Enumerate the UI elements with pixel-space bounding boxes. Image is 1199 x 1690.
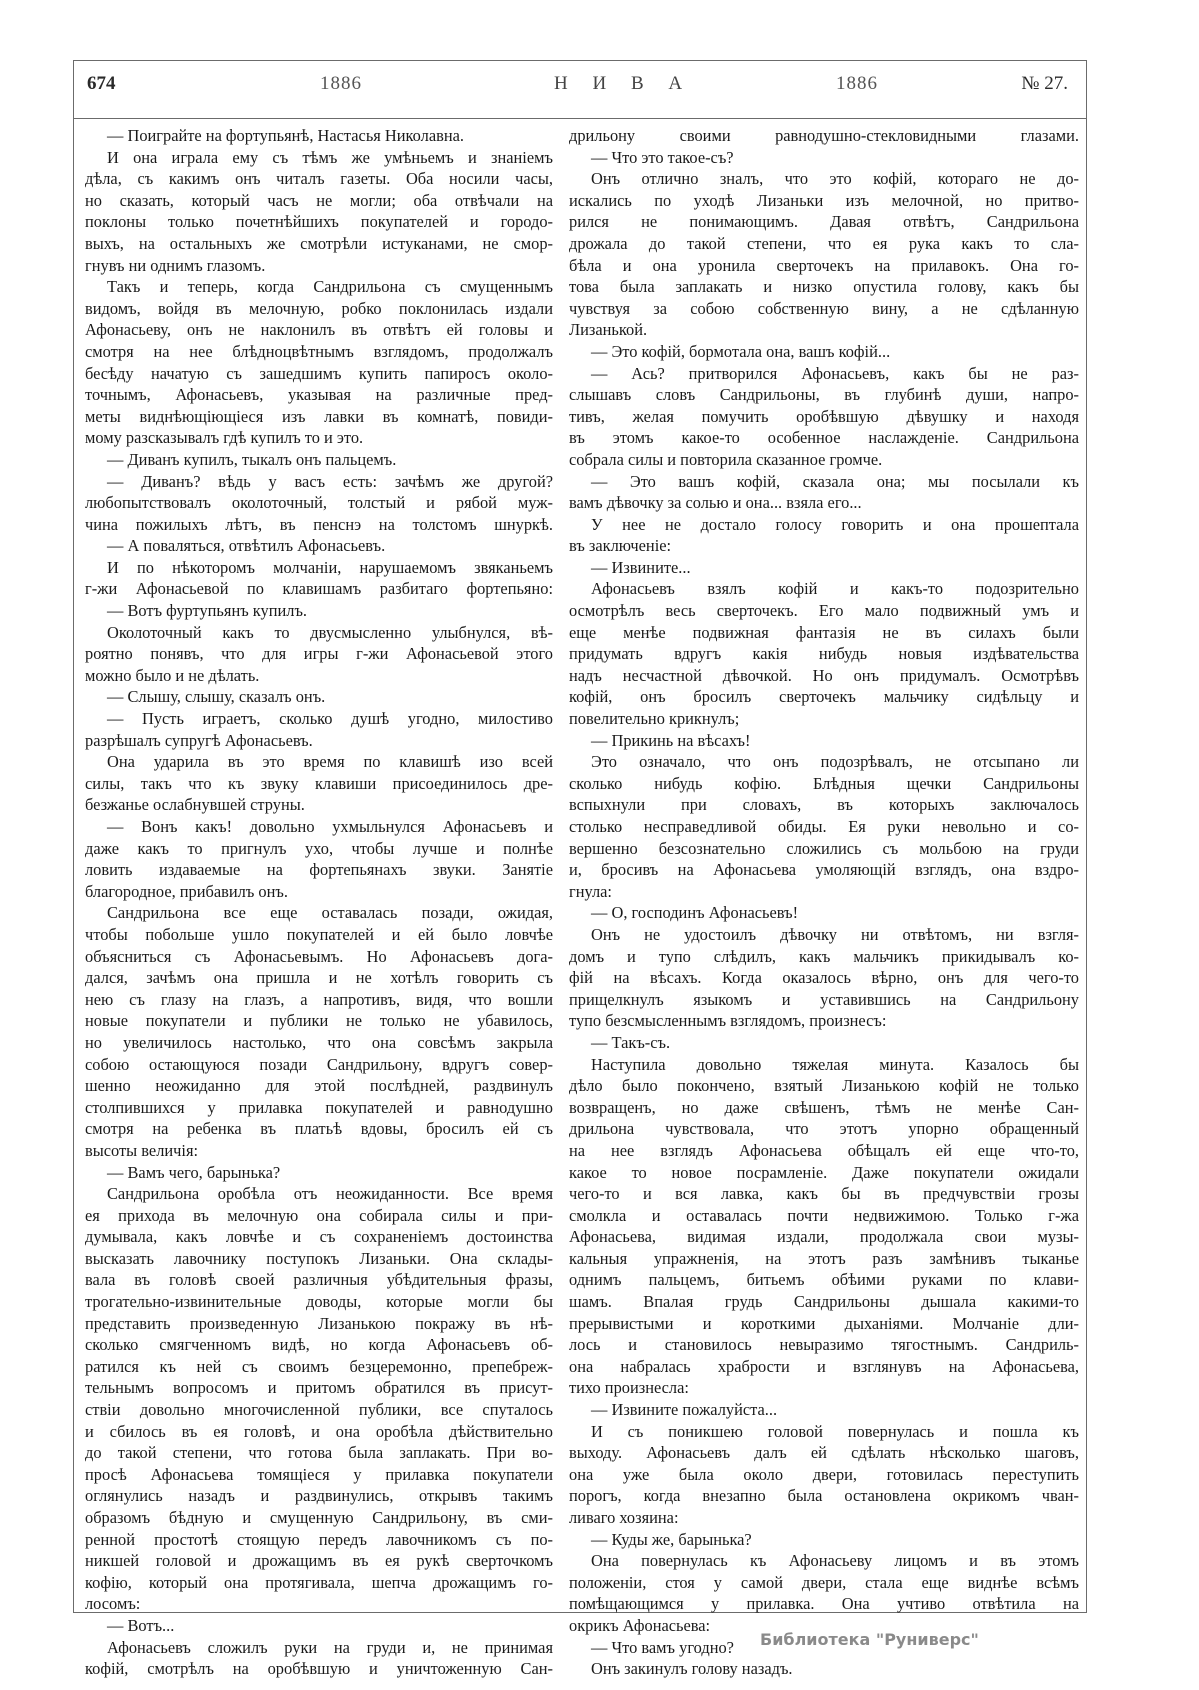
- text-line: вершенно безсознательно сложились съ мольбою на груди: [569, 838, 1079, 858]
- text-line: она набралась храбрости и взглянувъ на Афонасьева,: [569, 1356, 1079, 1376]
- text-line: какое то новое посрамленіе. Даже покупатели ожидали: [569, 1162, 1079, 1182]
- text-line: У нее не достало голосу говорить и она прошептала: [591, 514, 1079, 534]
- text-line: столько несправедливой обиды. Ея руки невольно и со-: [569, 817, 1079, 836]
- text-line: еще менѣе подвижная фантазія не въ силахъ были: [569, 622, 1079, 642]
- text-line: Онъ отлично зналъ, что это кофій, котораго не до-: [591, 169, 1079, 189]
- text-line: прерывистыми и короткими дыханіями. Молчаніе дли-: [569, 1313, 1079, 1333]
- text-line: Сандрильона оробѣла отъ неожиданности. Все время: [107, 1184, 553, 1204]
- text-line: представить произведенную Лизанькою покражу въ нѣ-: [85, 1313, 553, 1333]
- text-line: оглянулись назадъ и раздвинулись, открывъ такимъ: [85, 1486, 553, 1506]
- text-line: домъ и тупо слѣдилъ, какъ мальчикъ прикидывалъ ко-: [569, 946, 1079, 966]
- text-line: дрильона чувствовала, что этотъ упорно обращенный: [569, 1119, 1079, 1139]
- text-line: — Слышу, слышу, сказалъ онъ.: [107, 687, 326, 707]
- text-line: — Извините пожалуйста...: [591, 1400, 778, 1420]
- text-line: вала въ головѣ своей различныя убѣдительныя фразы,: [85, 1270, 553, 1290]
- text-line: прищелкнулъ языкомъ и уставившись на Сандрильону: [569, 989, 1079, 1009]
- page-number: 674: [87, 73, 116, 94]
- text-line: чтобы побольше ушло покупателей и ей было ловчѣе: [85, 924, 553, 944]
- text-line: смотря на нее блѣдноцвѣтнымъ взглядомъ, продолжалъ: [85, 341, 553, 361]
- text-line: Она повернулась къ Афонасьеву лицомъ и въ этомъ: [591, 1551, 1079, 1571]
- text-line: — А поваляться, отвѣтилъ Афонасьевъ.: [107, 536, 386, 556]
- text-line: меты виднѣющіющіеся изъ лавки въ комнатѣ, повиди-: [85, 406, 553, 426]
- text-line: можно было и не дѣлать.: [85, 665, 260, 685]
- text-line: безжанье ослабнувшей струны.: [85, 795, 305, 815]
- text-line: гнула:: [569, 881, 612, 901]
- text-line: окрикъ Афонасьева:: [569, 1615, 711, 1635]
- text-line: дѣло было покончено, взятый Лизанькою кофій не только: [569, 1076, 1079, 1096]
- text-line: вспыхнули при словахъ, въ которыхъ заключалось: [569, 795, 1079, 815]
- text-line: смолкла и оставалась почти недвижимою. Только г-жа: [569, 1205, 1079, 1225]
- text-line: — Это вашъ кофій, сказала она; мы посылали къ: [591, 471, 1079, 491]
- text-line: въ заключеніе:: [569, 536, 672, 556]
- text-line: това была заплакать и низко опустила голову, какъ бы: [569, 277, 1079, 297]
- text-line: трогательно-извинительные доводы, которые могли бы: [85, 1292, 553, 1312]
- text-line: ливаго хозяина:: [569, 1508, 679, 1527]
- text-line: Афонасьевъ сложилъ руки на груди и, не принимая: [107, 1637, 553, 1657]
- text-line: смотря на ребенка въ платьѣ вдовы, бросилъ ей съ: [85, 1119, 553, 1139]
- text-line: чина пожилыхъ лѣтъ, въ пенснэ на толстомъ шнуркѣ.: [85, 514, 553, 534]
- text-line: Сандрильона все еще оставалась позади, ожидая,: [107, 903, 553, 923]
- text-line: ренной простотѣ стоящую передъ лавочникомъ съ по-: [85, 1529, 553, 1549]
- text-line: тивъ, желая помучить оробѣвшую дѣвушку и находя: [569, 406, 1079, 426]
- text-line: кофій, смотрѣлъ на оробѣвшую и уничтоженную Сан-: [85, 1659, 553, 1679]
- text-line: и, бросивъ на Афонасьева умоляющій взглядъ, она вздро-: [569, 860, 1079, 880]
- text-line: осмотрѣлъ весь сверточекъ. Его мало подвижный умъ и: [569, 601, 1079, 621]
- text-line: разрѣшалъ супругѣ Афонасьевъ.: [85, 730, 313, 750]
- text-line: выхъ, на остальныхъ же смотрѣли истуканами, не смор-: [85, 233, 553, 253]
- text-line: — Это кофій, бормотала она, вашъ кофій...: [591, 341, 891, 361]
- text-line: г-жи Афонасьевой по клавишамъ разбитаго фортепьяно:: [85, 579, 553, 599]
- text-line: высоты величія:: [85, 1140, 199, 1160]
- text-line: — Куды же, барынька?: [591, 1529, 752, 1549]
- text-line: шенно неожиданно для этой послѣдней, раздвинулъ: [85, 1076, 553, 1096]
- text-line: дѣла, съ какимъ онъ читалъ газеты. Оба носили часы,: [85, 169, 553, 189]
- text-line: сколько нибудь кофію. Блѣдныя щечки Сандрильоны: [569, 773, 1079, 793]
- text-line: кофій, онъ бросилъ сверточекъ мальчику сидѣльцу и: [569, 687, 1079, 707]
- text-line: собрала силы и повторила сказанное громче.: [569, 449, 883, 469]
- text-line: тупо безсмысленнымъ взглядомъ, произнесъ:: [569, 1011, 887, 1031]
- text-line: дрожала до такой степени, что ея рука какъ то сла-: [569, 233, 1079, 253]
- text-line: точнымъ, Афонасьевъ, указывая на различные пред-: [85, 385, 553, 405]
- text-line: Лизанькой.: [569, 320, 648, 340]
- header-rule: [74, 118, 1086, 119]
- text-line: фій на вѣсахъ. Когда оказалось вѣрно, онъ для чего-то: [569, 968, 1079, 988]
- text-line: но увеличилось настолько, что она совсѣмъ закрыла: [85, 1032, 553, 1052]
- issue-number: № 27.: [1021, 73, 1068, 94]
- text-line: — Ась? притворился Афонасьевъ, какъ бы не раз-: [591, 363, 1079, 383]
- text-line: Онъ не удостоилъ дѣвочку ни отвѣтомъ, ни взгля-: [591, 924, 1079, 944]
- text-line: вамъ дѣвочку за солью и она... взяла его...: [569, 493, 862, 513]
- text-line: благородное, прибавилъ онъ.: [85, 881, 288, 901]
- text-line: положеніи, стоя у самой двери, стала еще виднѣе всѣмъ: [569, 1572, 1079, 1592]
- text-line: высказать лавочнику поступокъ Лизаньки. Она склады-: [85, 1248, 553, 1268]
- header-year-right: 1886: [836, 73, 878, 94]
- text-line: — Вотъ фуртупьянъ купилъ.: [107, 601, 308, 621]
- text-line: образомъ бѣдную и смущенную Сандрильону, въ сми-: [85, 1508, 553, 1527]
- text-line: чувствуя за собою собственную вину, а не сдѣланную: [569, 298, 1079, 318]
- text-line: Онъ закинулъ голову назадъ.: [591, 1659, 793, 1679]
- text-line: сколько смягченномъ видѣ, но когда Афонасьевъ об-: [85, 1335, 553, 1355]
- text-line: никшей головой и дрожащимъ въ ея рукѣ сверточкомъ: [85, 1551, 553, 1571]
- text-line: — Диванъ? вѣдь у васъ есть: зачѣмъ же другой?: [107, 471, 553, 491]
- text-line: дрильону своими равнодушно-стекловидными глазами.: [569, 126, 1079, 145]
- text-line: бѣла и она уронила сверточекъ на прилавокъ. Она го-: [569, 255, 1079, 275]
- text-line: Она ударила въ это время по клавишѣ изо всей: [107, 752, 553, 772]
- text-line: мому разсказывалъ гдѣ купилъ то и это.: [85, 428, 364, 448]
- text-line: гнувъ ни однимъ глазомъ.: [85, 255, 266, 275]
- text-line: она уже была около двери, готовилась переступить: [569, 1464, 1079, 1484]
- text-line: — Вамъ чего, барынька?: [107, 1162, 281, 1182]
- text-line: любопытствовалъ околоточный, толстый и рябой муж-: [85, 493, 553, 513]
- text-line: Афонасьевъ взялъ кофій и какъ-то подозрительно: [591, 579, 1079, 599]
- text-line: надъ несчастной дѣвочкой. Но онъ придумалъ. Осмотрѣвъ: [569, 665, 1079, 685]
- text-line: Околоточный какъ то двусмысленно улыбнулся, вѣ-: [107, 622, 553, 642]
- text-line: И съ поникшею головой повернулась и пошла къ: [591, 1421, 1079, 1441]
- text-line: Афонасьева, видимая издали, продолжала свои музы-: [569, 1227, 1079, 1247]
- text-line: И по нѣкоторомъ молчаніи, нарушаемомъ звяканьемъ: [107, 557, 553, 577]
- text-line: повелительно крикнулъ;: [569, 709, 740, 729]
- text-line: на нее взглядъ Афонасьева обѣщалъ ей еще что-то,: [569, 1140, 1079, 1160]
- text-line: Такъ и теперь, когда Сандрильона съ смущеннымъ: [107, 277, 553, 297]
- text-line: силы, такъ что къ звуку клавиши присоединилось дре-: [85, 773, 553, 793]
- text-column-left: [85, 125, 553, 1680]
- text-line: чего-то и вся лавка, какъ бы въ предчувствіи грозы: [569, 1184, 1079, 1204]
- running-header: [74, 61, 1086, 117]
- text-line: тельнымъ вопросомъ и притомъ обратился въ присут-: [85, 1378, 553, 1398]
- text-line: И она играла ему съ тѣмъ же умѣньемъ и знаніемъ: [107, 147, 553, 167]
- text-line: искались по уходѣ Лизаньки изъ мелочной, но притво-: [569, 190, 1079, 210]
- text-line: и сбилось въ ея головѣ, и она оробѣла дѣйствительно: [85, 1421, 553, 1441]
- text-line: Это означало, что онъ подозрѣвалъ, не отсыпано ли: [591, 752, 1079, 772]
- text-line: придумать вдругъ какія нибудь новыя издѣвательства: [569, 644, 1079, 664]
- text-line: видомъ, войдя въ мелочную, робко поклонилась издали: [85, 298, 553, 318]
- text-line: — Что вамъ угодно?: [591, 1637, 734, 1657]
- text-line: — Вотъ...: [107, 1615, 175, 1635]
- text-line: слышавъ словъ Сандрильоны, въ глубинѣ души, напро-: [569, 385, 1079, 405]
- library-watermark: Библиотека "Руниверс": [760, 1630, 979, 1649]
- header-year-left: 1886: [320, 73, 362, 94]
- text-line: нею съ глазу на глазъ, а напротивъ, видя, что вошли: [85, 989, 553, 1009]
- journal-title: Н И В А: [554, 73, 693, 94]
- text-line: — Вонъ какъ! довольно ухмыльнулся Афонасьевъ и: [107, 817, 553, 836]
- text-line: — О, господинъ Афонасьевъ!: [591, 903, 799, 923]
- text-line: поклоны только почетнѣйшихъ покупателей и городо-: [85, 212, 553, 232]
- text-line: въ этомъ какое-то особенное наслажденіе. Сандрильона: [569, 428, 1079, 448]
- text-line: кальныя упражненія, на этотъ разъ замѣнивъ тыканье: [569, 1248, 1079, 1268]
- text-line: объясниться съ Афонасьевымъ. Но Афонасьевъ дога-: [85, 946, 553, 966]
- text-line: лось и становилось невыразимо тягостнымъ. Сандриль-: [569, 1335, 1079, 1355]
- text-line: собою остающуюся позади Сандрильону, вдругъ совер-: [85, 1054, 553, 1074]
- text-line: дался, зачѣмъ она пришла и не хотѣлъ говорить съ: [85, 968, 553, 988]
- text-line: — Такъ-съ.: [591, 1032, 671, 1052]
- text-line: рился не понимающимъ. Давая отвѣтъ, Сандрильона: [569, 212, 1079, 232]
- text-line: шамъ. Впалая грудь Сандрильоны дышала какими-то: [569, 1292, 1079, 1312]
- text-line: кофію, который она протягивала, шепча дрожащимъ го-: [85, 1572, 553, 1592]
- text-line: порогъ, когда внезапно была остановлена окрикомъ чван-: [569, 1486, 1079, 1506]
- text-line: думывала, какъ ловчѣе и съ сохраненіемъ достоинства: [85, 1227, 553, 1247]
- text-line: — Поиграйте на фортупьянѣ, Настасья Николавна.: [107, 126, 464, 145]
- text-line: однимъ пальцемъ, битьемъ обѣими руками по клави-: [569, 1270, 1079, 1290]
- text-line: роятно понявъ, что для игры г-жи Афонасьевой этого: [85, 644, 553, 664]
- text-line: ея прихода въ мелочную она собирала силы и при-: [85, 1205, 553, 1225]
- text-line: лосомъ:: [85, 1594, 141, 1614]
- text-line: просѣ Афонасьева томящіеся у прилавка покупатели: [85, 1464, 553, 1484]
- text-line: помѣщающимся у прилавка. Она учтиво отвѣтила на: [569, 1594, 1079, 1614]
- text-line: но сказать, который часъ не могли; оба отвѣчали на: [85, 190, 553, 210]
- text-line: ратился къ ней съ своимъ безцеремонно, препебреж-: [85, 1356, 553, 1376]
- text-line: тихо произнесла:: [569, 1378, 689, 1398]
- text-line: даже какъ то пригнулъ ухо, чтобы лучше и полнѣе: [85, 838, 553, 858]
- text-line: — Пусть играетъ, сколько душѣ угодно, милостиво: [107, 709, 553, 729]
- text-line: возвращенъ, но даже свѣшенъ, тѣмъ не менѣе Сан-: [569, 1097, 1079, 1117]
- text-line: Наступила довольно тяжелая минута. Казалось бы: [591, 1054, 1079, 1074]
- text-line: — Что это такое-съ?: [591, 147, 734, 167]
- text-line: Афонасьеву, онъ не наклонилъ въ отвѣтъ ей головы и: [85, 320, 553, 340]
- text-line: бесѣду начатую съ зашедшимъ купить папиросъ около-: [85, 363, 553, 383]
- text-column-right: [569, 125, 1079, 1680]
- text-line: до такой степени, что готова была заплакать. При во-: [85, 1443, 553, 1463]
- text-line: ствіи довольно многочисленной публики, все спуталось: [85, 1400, 553, 1420]
- text-line: — Прикинь на вѣсахъ!: [591, 730, 751, 750]
- text-line: новые покупатели и публики не только не убавилось,: [85, 1011, 553, 1031]
- text-line: ловить издаваемые на фортепьянахъ звуки. Занятіе: [85, 860, 553, 880]
- text-line: — Диванъ купилъ, тыкалъ онъ пальцемъ.: [107, 449, 397, 469]
- text-line: столпившихся у прилавка покупателей и равнодушно: [85, 1097, 553, 1117]
- text-line: выходу. Афонасьевъ далъ ей сдѣлать нѣсколько шаговъ,: [569, 1443, 1079, 1463]
- text-line: — Извините...: [591, 557, 691, 577]
